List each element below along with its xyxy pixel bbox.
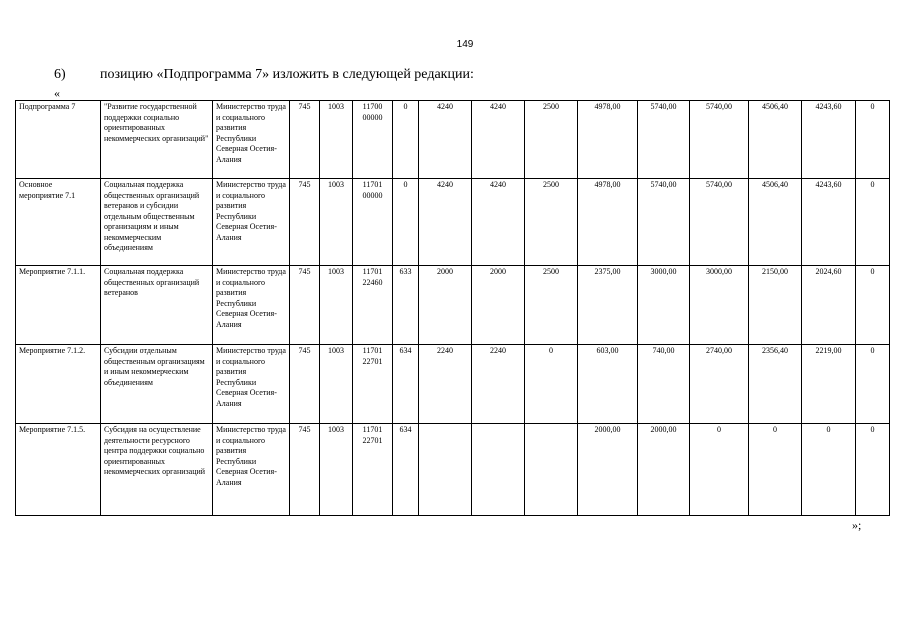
close-quote: »; <box>852 518 862 532</box>
row-value-6: 0 <box>690 424 749 516</box>
row-value-1: 4240 <box>419 101 472 179</box>
row-value-7: 2150,00 <box>749 266 802 345</box>
row-value-8: 2024,60 <box>802 266 856 345</box>
row-value-1 <box>419 424 472 516</box>
row-executor: Министерство труда и социального развития Республики Северная Осетия-Алания <box>213 179 290 266</box>
row-vr: 0 <box>393 179 419 266</box>
row-value-5: 5740,00 <box>638 179 690 266</box>
row-name: Мероприятие 7.1.1. <box>16 266 101 345</box>
row-name: Мероприятие 7.1.2. <box>16 345 101 424</box>
row-title: Субсидии отдельным общественным организациям и иным некоммерческим объединениям <box>101 345 213 424</box>
section-heading <box>54 67 474 83</box>
row-title: Социальная поддержка общественных организаций ветеранов <box>101 266 213 345</box>
row-title: "Развитие государственной поддержки социально ориентированных некоммерческих организаций" <box>101 101 213 179</box>
row-value-4: 2000,00 <box>578 424 638 516</box>
row-value-9: 0 <box>856 101 890 179</box>
row-rzpr: 1003 <box>320 424 353 516</box>
row-value-9: 0 <box>856 266 890 345</box>
open-quote: « <box>54 86 60 100</box>
row-grbs: 745 <box>290 266 320 345</box>
row-csr: 11701 22701 <box>353 345 393 424</box>
row-csr: 11701 00000 <box>353 179 393 266</box>
table-row <box>16 424 890 516</box>
row-value-4: 4978,00 <box>578 179 638 266</box>
row-grbs: 745 <box>290 179 320 266</box>
row-vr: 633 <box>393 266 419 345</box>
heading-text: позицию «Подпрограмма 7» изложить в следующей редакции: <box>100 67 474 82</box>
row-value-8: 4243,60 <box>802 101 856 179</box>
row-vr: 634 <box>393 424 419 516</box>
row-name: Основное мероприятие 7.1 <box>16 179 101 266</box>
row-value-8: 0 <box>802 424 856 516</box>
row-value-9: 0 <box>856 424 890 516</box>
row-value-1: 2000 <box>419 266 472 345</box>
row-rzpr: 1003 <box>320 266 353 345</box>
row-vr: 634 <box>393 345 419 424</box>
row-value-7: 4506,40 <box>749 101 802 179</box>
table-row <box>16 266 890 345</box>
row-value-7: 0 <box>749 424 802 516</box>
row-rzpr: 1003 <box>320 345 353 424</box>
row-value-6: 3000,00 <box>690 266 749 345</box>
row-rzpr: 1003 <box>320 101 353 179</box>
row-executor: Министерство труда и социального развития Республики Северная Осетия-Алания <box>213 101 290 179</box>
table-row <box>16 101 890 179</box>
table-row <box>16 179 890 266</box>
row-title: Социальная поддержка общественных организаций ветеранов и субсидии отдельным общественным организациям и иным некоммерческим объединениям <box>101 179 213 266</box>
row-value-2: 2240 <box>472 345 525 424</box>
row-value-4: 4978,00 <box>578 101 638 179</box>
row-value-1: 2240 <box>419 345 472 424</box>
row-grbs: 745 <box>290 101 320 179</box>
row-value-3: 2500 <box>525 179 578 266</box>
row-title: Субсидия на осуществление деятельности ресурсного центра поддержки социально ориентированных некоммерческих организаций <box>101 424 213 516</box>
row-name: Подпрограмма 7 <box>16 101 101 179</box>
row-value-3 <box>525 424 578 516</box>
row-name: Мероприятие 7.1.5. <box>16 424 101 516</box>
table-row <box>16 345 890 424</box>
row-grbs: 745 <box>290 424 320 516</box>
row-value-5: 3000,00 <box>638 266 690 345</box>
row-value-6: 2740,00 <box>690 345 749 424</box>
row-rzpr: 1003 <box>320 179 353 266</box>
heading-number: 6) <box>54 67 66 82</box>
program-table <box>15 100 890 516</box>
row-value-6: 5740,00 <box>690 101 749 179</box>
row-value-9: 0 <box>856 345 890 424</box>
row-value-6: 5740,00 <box>690 179 749 266</box>
row-executor: Министерство труда и социального развития Республики Северная Осетия-Алания <box>213 266 290 345</box>
row-value-1: 4240 <box>419 179 472 266</box>
row-value-4: 603,00 <box>578 345 638 424</box>
row-value-3: 2500 <box>525 101 578 179</box>
row-value-2 <box>472 424 525 516</box>
row-grbs: 745 <box>290 345 320 424</box>
row-executor: Министерство труда и социального развития Республики Северная Осетия-Алания <box>213 345 290 424</box>
row-value-7: 2356,40 <box>749 345 802 424</box>
row-value-2: 4240 <box>472 179 525 266</box>
row-value-4: 2375,00 <box>578 266 638 345</box>
row-value-5: 5740,00 <box>638 101 690 179</box>
row-value-3: 0 <box>525 345 578 424</box>
row-value-9: 0 <box>856 179 890 266</box>
row-value-2: 4240 <box>472 101 525 179</box>
page-number: 149 <box>456 39 474 50</box>
row-value-8: 2219,00 <box>802 345 856 424</box>
row-csr: 11701 22701 <box>353 424 393 516</box>
row-value-7: 4506,40 <box>749 179 802 266</box>
row-value-8: 4243,60 <box>802 179 856 266</box>
row-value-5: 2000,00 <box>638 424 690 516</box>
row-csr: 11700 00000 <box>353 101 393 179</box>
row-value-5: 740,00 <box>638 345 690 424</box>
row-value-2: 2000 <box>472 266 525 345</box>
row-vr: 0 <box>393 101 419 179</box>
row-executor: Министерство труда и социального развития Республики Северная Осетия-Алания <box>213 424 290 516</box>
row-csr: 11701 22460 <box>353 266 393 345</box>
row-value-3: 2500 <box>525 266 578 345</box>
